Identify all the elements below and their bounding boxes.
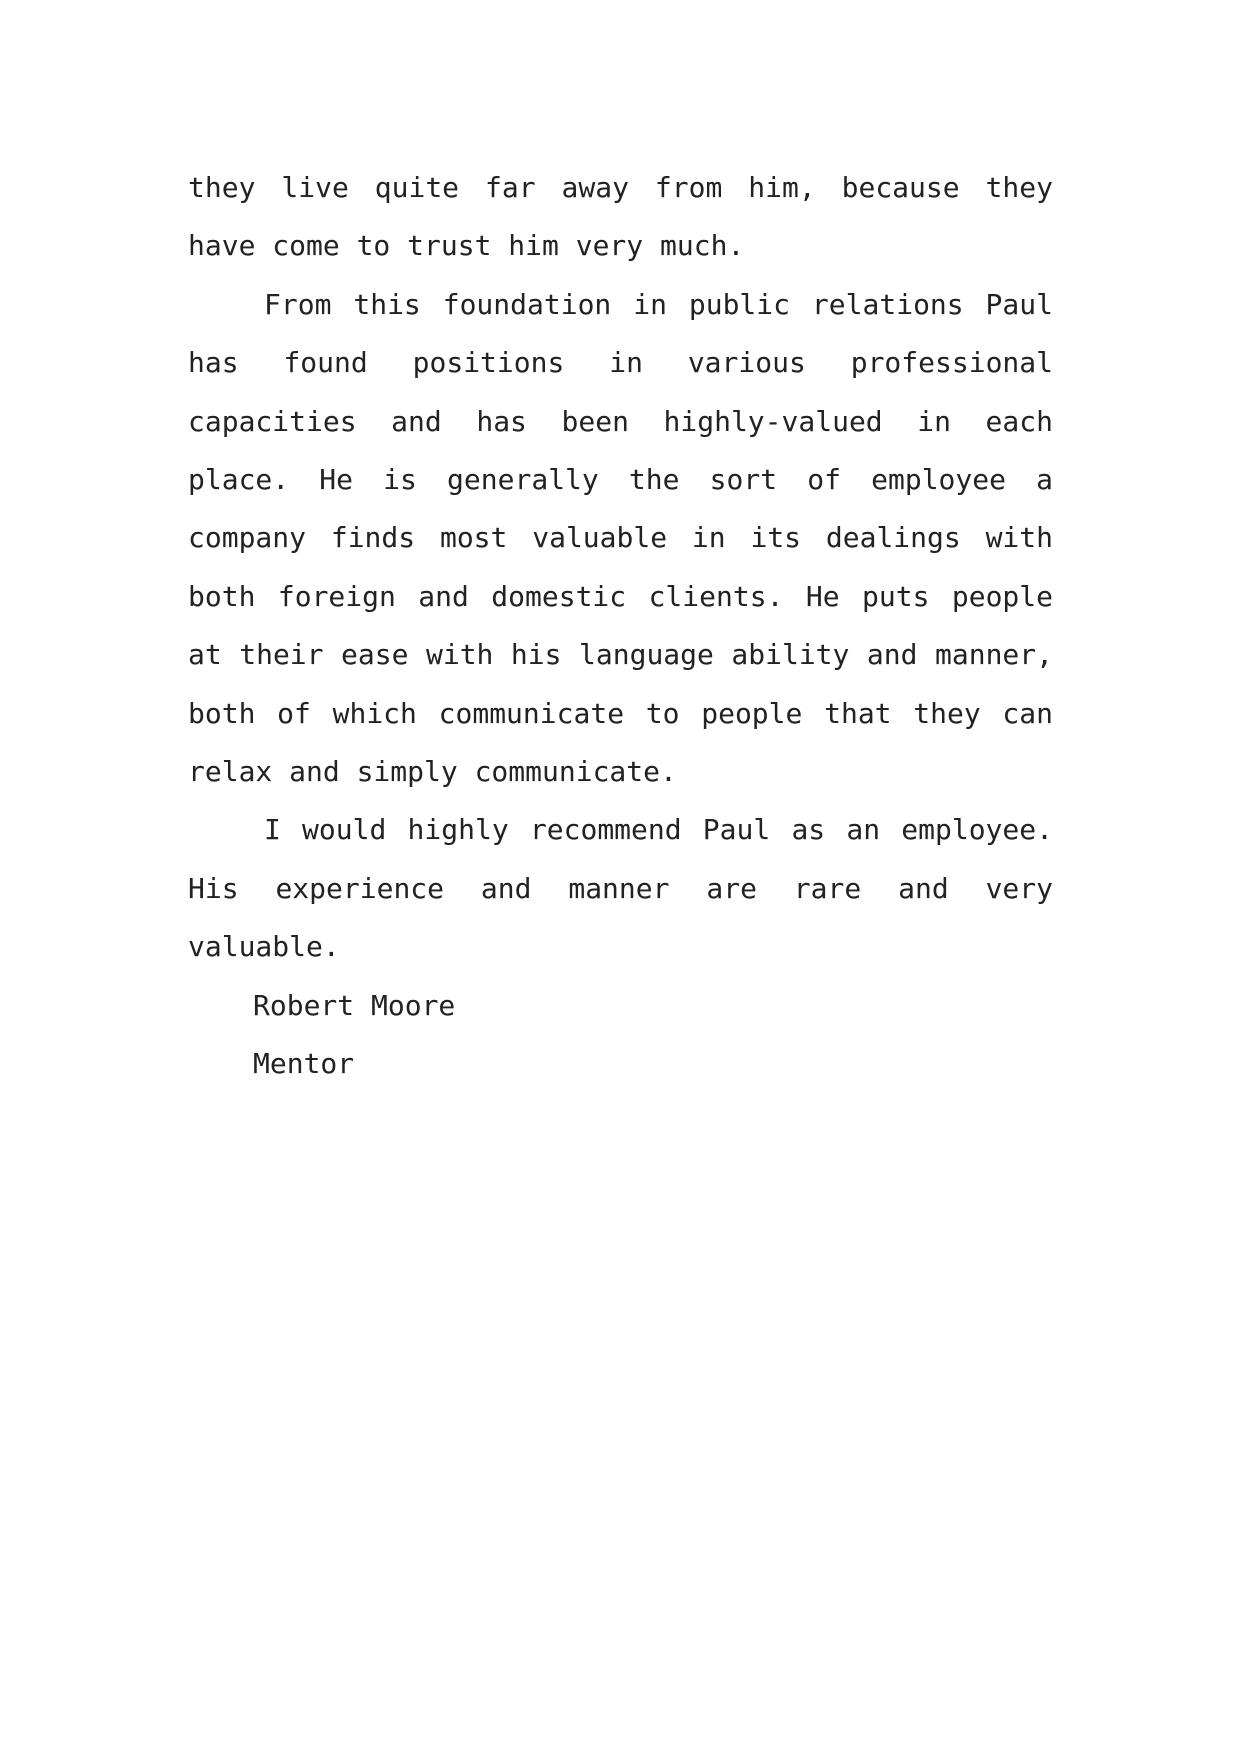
signature-name: Robert Moore bbox=[253, 988, 456, 1022]
paragraph-recommendation: I would highly recommend Paul as an employee. His experience and manner are rare and very valuable. bbox=[188, 813, 1053, 964]
paragraph-continuation: they live quite far away from him, because they have come to trust him very much. bbox=[188, 171, 1053, 263]
paragraph-career: From this foundation in public relations Paul has found positions in various professional capacities and has been highly-valued in each place. He is generally the sort of employee a company finds most valuable in its dealings with both foreign and domestic clients. He puts people at their ease with his language ability and manner, both of which communicate to people that they can relax and simply communicate. bbox=[188, 287, 1053, 789]
signature-title: Mentor bbox=[253, 1047, 355, 1081]
letter-body bbox=[188, 159, 1053, 1094]
